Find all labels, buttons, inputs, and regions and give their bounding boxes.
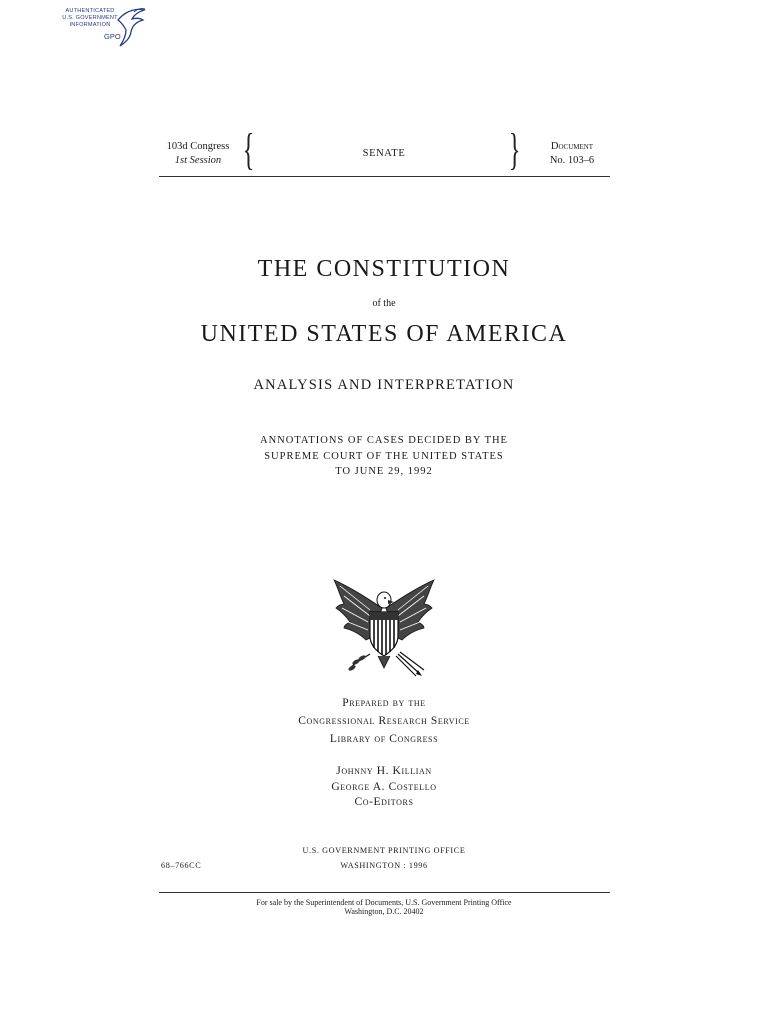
annotation-line-2: SUPREME COURT OF THE UNITED STATES: [264, 450, 504, 462]
footer-line-1: For sale by the Superintendent of Documents, U.S. Government Printing Office: [256, 898, 512, 907]
gpo-authentication-badge: [58, 6, 150, 48]
annotation-line-3: TO JUNE 29, 1992: [335, 466, 433, 477]
annotations-block: [0, 433, 768, 480]
editor-name-2: George A. Costello: [331, 780, 437, 793]
badge-line-1: AUTHENTICATED: [65, 8, 115, 14]
prepared-line-2: Congressional Research Service: [298, 715, 470, 727]
editors-block: [0, 764, 768, 811]
document-code: 68–766CC: [161, 861, 202, 870]
session-label: 1st Session: [174, 155, 222, 166]
header-divider: [159, 176, 610, 177]
prepared-line-3: Library of Congress: [329, 733, 439, 745]
annotation-line-1: ANNOTATIONS OF CASES DECIDED BY THE: [260, 435, 508, 446]
subtitle: ANALYSIS AND INTERPRETATION: [253, 377, 515, 393]
printing-place-date: WASHINGTON : 1996: [340, 861, 428, 870]
right-brace: }: [508, 125, 521, 174]
footer-sale-notice: [0, 899, 768, 916]
title-of-the: of the: [372, 298, 396, 309]
eagle-seal-icon: [330, 578, 438, 680]
badge-line-3: INFORMATION: [69, 22, 111, 28]
footer-line-2: Washington, D.C. 20402: [344, 906, 424, 916]
document-label: Document: [550, 141, 594, 152]
footer-divider: [159, 892, 610, 893]
badge-gpo-label: GPO: [104, 32, 121, 41]
editor-name-1: Johnny H. Killian: [336, 765, 432, 777]
chamber-label: SENATE: [362, 148, 406, 159]
editor-role: Co-Editors: [354, 796, 414, 808]
left-brace: {: [242, 125, 255, 174]
title-line-1: THE CONSTITUTION: [257, 256, 511, 282]
document-number: No. 103–6: [549, 155, 595, 166]
printing-office: U.S. GOVERNMENT PRINTING OFFICE: [302, 846, 466, 855]
badge-line-2: U.S. GOVERNMENT: [62, 15, 118, 21]
congress-label: 103d Congress: [166, 141, 230, 152]
eagle-swoosh-icon: [114, 6, 148, 48]
prepared-line-1: Prepared by the: [342, 697, 426, 709]
title-line-2: UNITED STATES OF AMERICA: [200, 321, 568, 347]
prepared-block: [0, 694, 768, 748]
